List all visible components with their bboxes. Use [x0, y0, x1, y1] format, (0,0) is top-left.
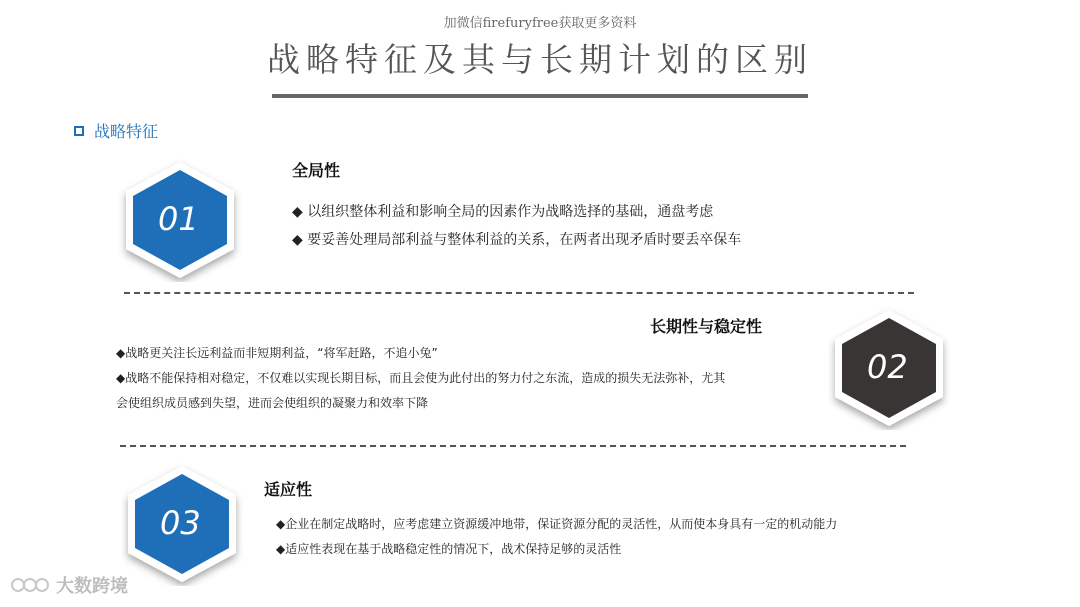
bullet-text: ◆ 以组织整体利益和影响全局的因素作为战略选择的基础，通盘考虑	[292, 204, 714, 220]
item-bullets	[292, 198, 741, 254]
item-heading: 适应性	[264, 480, 313, 499]
badge-01	[118, 158, 242, 282]
item-heading: 全局性	[292, 161, 341, 180]
bullet-text: ◆企业在制定战略时，应考虑建立资源缓冲地带，保证资源分配的灵活性，从而使本身具有一定的机动能力	[276, 517, 838, 531]
bullet-text: ◆ 要妥善处理局部利益与整体利益的关系，在两者出现矛盾时要丢卒保车	[292, 232, 742, 248]
divider	[124, 292, 914, 294]
item-bullets	[116, 341, 816, 416]
watermark-text-top: 加微信firefuryfree获取更多资料	[443, 16, 637, 31]
title-underline	[272, 94, 808, 98]
bullet-text: ◆战略不能保持相对稳定，不仅难以实现长期目标，而且会使为此付出的努力付之东流，造成的损失无法弥补，尤其	[116, 371, 726, 385]
item-heading: 长期性与稳定性	[650, 317, 763, 336]
badge-03	[120, 462, 244, 586]
bullet-text: ◆战略更关注长远利益而非短期利益，“将军赶路，不追小兔”	[116, 346, 438, 360]
badge-02	[827, 306, 951, 430]
bullet-text: 会使组织成员感到失望，进而会使组织的凝聚力和效率下降	[116, 396, 429, 410]
page-title: 战略特征及其与长期计划的区别	[267, 40, 813, 79]
square-bullet-icon	[74, 126, 84, 136]
section-header	[74, 119, 158, 142]
bullet-text: ◆适应性表现在基于战略稳定性的情况下，战术保持足够的灵活性	[276, 542, 622, 556]
badge-number: 02	[867, 348, 908, 386]
section-label: 战略特征	[94, 122, 159, 141]
watermark-bottom	[10, 572, 128, 598]
item-bullets	[276, 512, 956, 562]
badge-number: 03	[160, 504, 201, 542]
watermark-bottom-text: 大数跨境	[56, 576, 128, 597]
watermark-logo-icon	[10, 574, 50, 596]
badge-number: 01	[158, 200, 199, 238]
divider	[120, 445, 906, 447]
